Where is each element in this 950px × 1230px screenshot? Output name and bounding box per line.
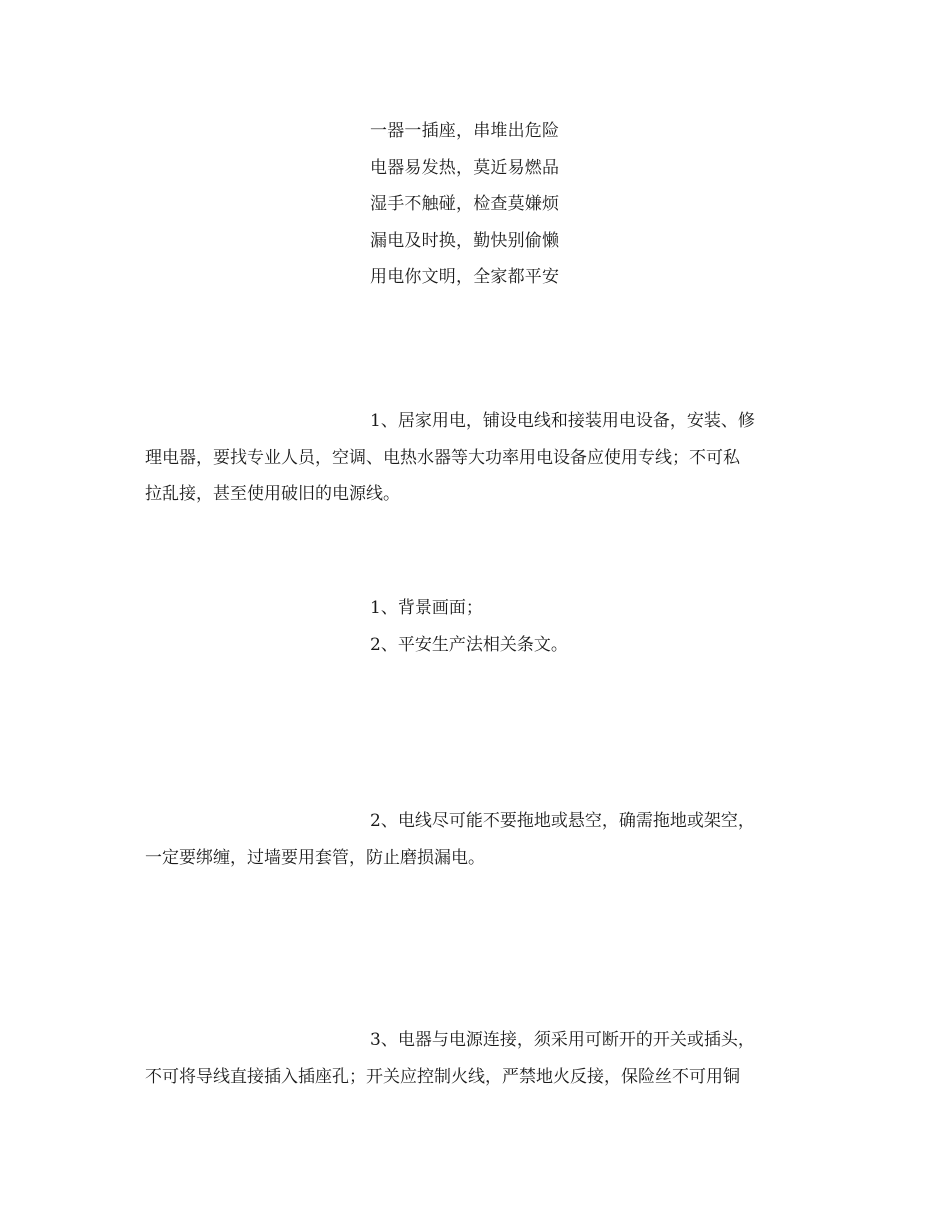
paragraph-line: 1、居家用电，铺设电线和接装用电设备，安装、修: [370, 411, 755, 431]
section-3-paragraph: [145, 1022, 805, 1095]
paragraph-line: 拉乱接，甚至使用破旧的电源线。: [145, 484, 400, 504]
paragraph-line: 理电器，要找专业人员，空调、电热水器等大功率用电设备应使用专线；不可私: [145, 447, 740, 468]
paragraph-line: 不可将导线直接插入插座孔；开关应控制火线，严禁地火反接，保险丝不可用铜: [145, 1066, 740, 1087]
safety-poem: [370, 118, 630, 301]
section-1-paragraph: [145, 403, 805, 513]
paragraph-line: 一定要绑缠，过墙要用套管，防止磨损漏电。: [145, 847, 485, 868]
poem-line: 漏电及时换，勤快别偷懒: [370, 230, 560, 251]
list-item: 1、背景画面；: [370, 598, 483, 618]
poem-line: 湿手不触碰，检查莫嫌烦: [370, 194, 560, 214]
notes-list: [370, 590, 770, 663]
poem-line: 一器一插座，串堆出危险: [370, 121, 560, 141]
list-item: 2、平安生产法相关条文。: [370, 634, 568, 655]
paragraph-line: 3、电器与电源连接，须采用可断开的开关或插头，: [370, 1030, 755, 1050]
poem-line: 用电你文明，全家都平安: [370, 267, 560, 287]
paragraph-line: 2、电线尽可能不要拖地或悬空，确需拖地或架空，: [370, 811, 755, 831]
section-2-paragraph: [145, 803, 805, 876]
poem-line: 电器易发热，莫近易燃品: [370, 157, 560, 178]
